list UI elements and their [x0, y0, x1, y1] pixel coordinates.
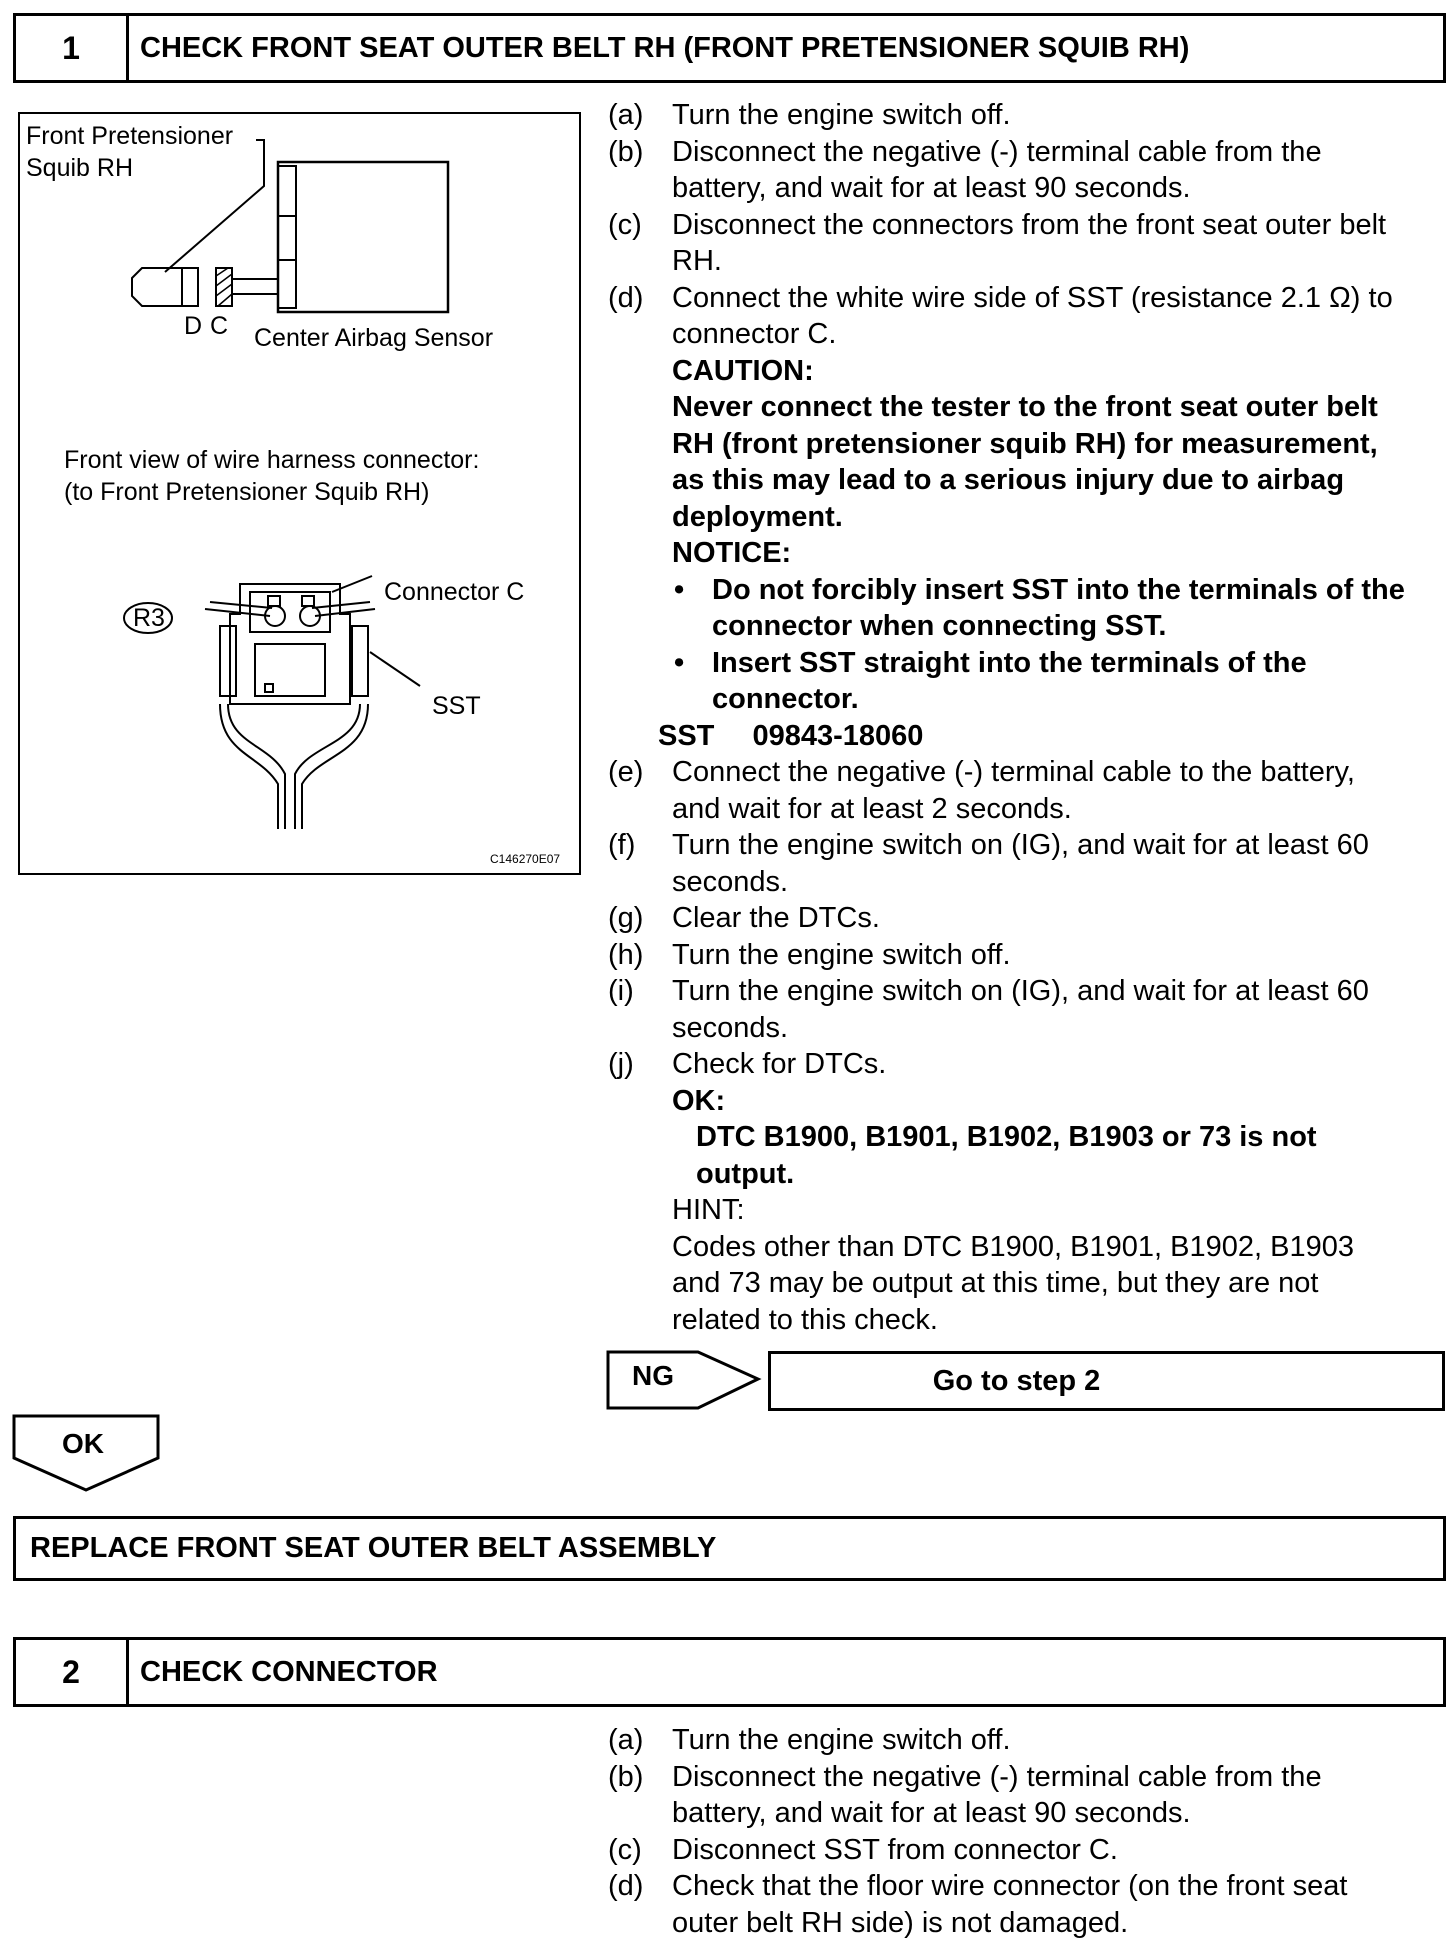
label-c: C: [210, 312, 229, 340]
instr-g: (g) Clear the DTCs.: [608, 902, 880, 934]
ok-line: DTC B1900, B1901, B1902, B1903 or 73 is not: [696, 1121, 1317, 1153]
ng-arrow: [606, 1346, 766, 1416]
label-d: D: [184, 312, 203, 340]
caution-title: CAUTION:: [672, 354, 814, 387]
caution-line: Never connect the tester to the front seat outer belt: [672, 391, 1378, 423]
connector-diagram: [18, 112, 581, 875]
instr-i: (i) Turn the engine switch on (IG), and wait for at least 60 seconds.: [608, 975, 1369, 1044]
label-r3: R3: [133, 604, 165, 632]
step-1-number: 1: [16, 16, 129, 80]
step-2-header: [13, 1637, 1446, 1707]
label-sst: SST: [432, 692, 481, 720]
step2-instr-d: (d) Check that the floor wire connector (on the front seat outer belt RH side) is not damaged.: [608, 1870, 1348, 1939]
hint-title: HINT:: [672, 1194, 745, 1226]
label-sensor: Center Airbag Sensor: [254, 324, 494, 352]
hint-line: related to this check.: [672, 1303, 938, 1336]
hint-line: Codes other than DTC B1900, B1901, B1902, B1903: [672, 1230, 1354, 1263]
instr-a: (a) Turn the engine switch off.: [608, 99, 1011, 131]
replace-title: REPLACE FRONT SEAT OUTER BELT ASSEMBLY: [30, 1532, 717, 1564]
hint-line: and 73 may be output at this time, but they are not: [672, 1267, 1319, 1299]
go-to-step-2-text: Go to step 2: [932, 1364, 1101, 1397]
step-2-title: CHECK CONNECTOR: [140, 1655, 438, 1688]
instr-d: (d) Connect the white wire side of SST (resistance 2.1 Ω) to connector C. CAUTION: Never connect the tester to the front seat outer belt RH (front pretensioner squib RH) for measurement, as this may lead to a serious injury due to airbag deployment. NOTICE: • Do not forcibly insert SST into the terminals of the connector when connecting SST. • Insert SST straight into the terminals of the connector.: [608, 280, 1448, 718]
replace-box: [13, 1516, 1446, 1581]
step-1-instructions: [608, 97, 1448, 1338]
instr-j: (j) Check for DTCs. OK: DTC B1900, B1901, B1902, B1903 or 73 is not output. HINT: Codes other than DTC B1900, B1901, B1902, B1903 and 73 may be output at this time, but they are not related to this check.: [608, 1046, 1448, 1338]
ok-title: OK:: [672, 1084, 726, 1117]
label-squib-line1: Front Pretensioner: [26, 122, 234, 150]
instr-f: (f) Turn the engine switch on (IG), and wait for at least 60 seconds.: [608, 829, 1369, 898]
step2-instr-b: (b) Disconnect the negative (-) terminal cable from the battery, and wait for at least 90 seconds.: [608, 1760, 1322, 1829]
notice-item: • Do not forcibly insert SST into the terminals of the connector when connecting SST.: [674, 573, 1405, 642]
ok-line: output.: [696, 1157, 795, 1190]
caution-line: RH (front pretensioner squib RH) for measurement,: [672, 427, 1378, 460]
sst-line: SST 09843-18060: [658, 719, 924, 752]
instr-e: (e) Connect the negative (-) terminal cable to the battery, and wait for at least 2 seconds.: [608, 756, 1355, 825]
instr-h: (h) Turn the engine switch off.: [608, 938, 1011, 971]
step2-instr-a: (a) Turn the engine switch off.: [608, 1724, 1011, 1756]
step2-instr-c: (c) Disconnect SST from connector C.: [608, 1833, 1118, 1866]
ng-label: NG: [632, 1360, 674, 1391]
step-2-number: 2: [16, 1640, 129, 1704]
step-1-title: CHECK FRONT SEAT OUTER BELT RH (FRONT PRETENSIONER SQUIB RH): [140, 31, 1190, 64]
label-squib-line2: Squib RH: [26, 154, 133, 182]
caution-line: as this may lead to a serious injury due to airbag: [672, 464, 1345, 496]
figure-code: C146270E07: [490, 852, 561, 866]
instr-b: (b) Disconnect the negative (-) terminal cable from the battery, and wait for at least 90 seconds.: [608, 135, 1322, 204]
caution-line: deployment.: [672, 500, 843, 533]
ok-label: OK: [62, 1428, 104, 1459]
caption-line2: (to Front Pretensioner Squib RH): [64, 478, 430, 506]
go-to-step-2-box: [768, 1351, 1445, 1411]
notice-title: NOTICE:: [672, 537, 792, 569]
caption-line1: Front view of wire harness connector:: [64, 446, 480, 474]
instr-c: (c) Disconnect the connectors from the front seat outer belt RH.: [608, 208, 1387, 277]
notice-item: • Insert SST straight into the terminals of the connector.: [674, 646, 1307, 715]
step-2-instructions: [608, 1722, 1448, 1941]
label-connector-c: Connector C: [384, 578, 525, 606]
step-1-header: [13, 13, 1446, 83]
